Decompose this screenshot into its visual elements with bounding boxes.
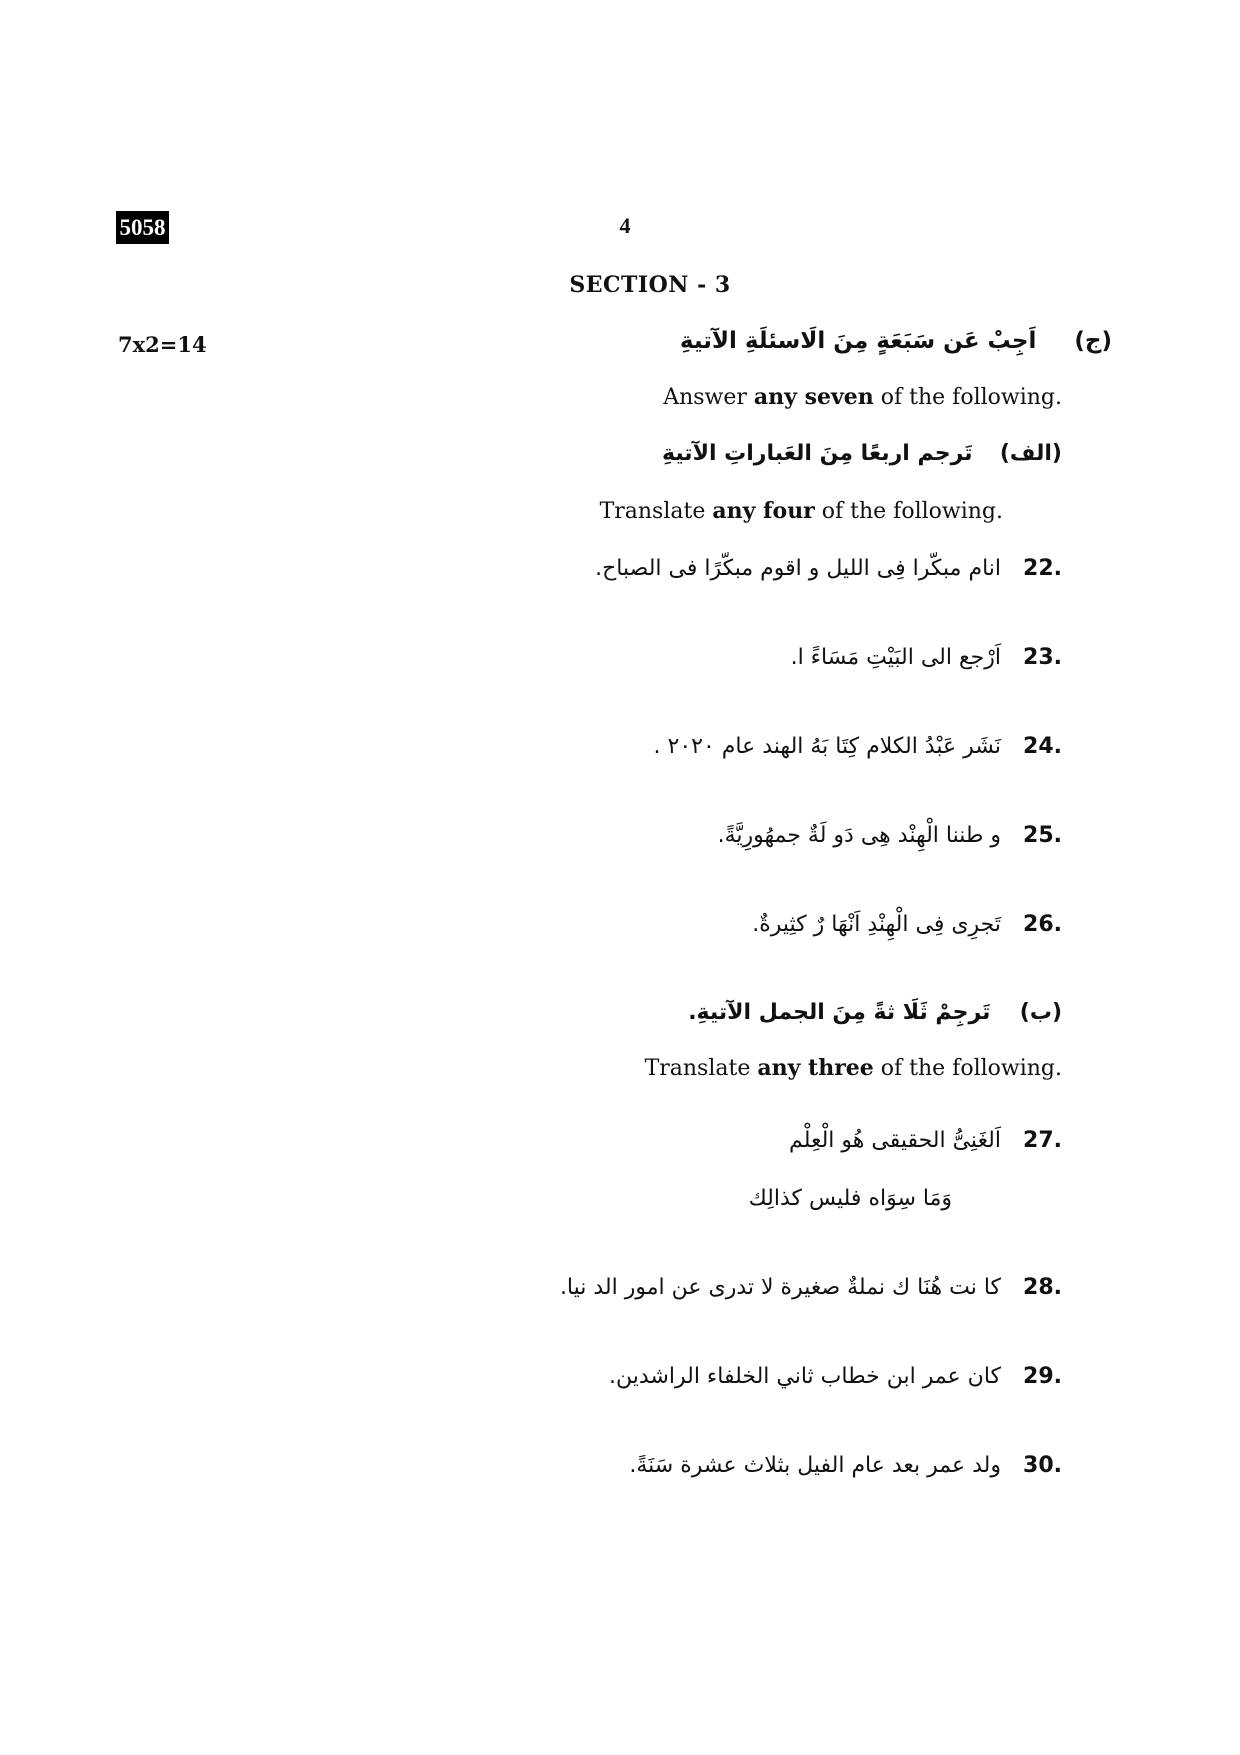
- english-suffix: of the following.: [873, 1056, 1062, 1081]
- question-27: [789, 1128, 1062, 1153]
- english-prefix: Answer: [663, 385, 754, 410]
- question-23: [791, 645, 1062, 670]
- question-text: اَلغَنِیُّ الحقیقی هُو الْعِلْم: [789, 1128, 1002, 1153]
- english-bold: any three: [757, 1055, 874, 1081]
- question-24: [654, 734, 1062, 759]
- question-text: ولد عمر بعد عام الفیل بثلاث عشرة سَنَةً.: [629, 1453, 1002, 1478]
- part-b-arabic-text: تَرجِمْ ثَلَا ثةً مِنَ الجمل الآتيةِ.: [688, 1000, 991, 1025]
- english-suffix: of the following.: [873, 385, 1062, 410]
- question-26: [752, 912, 1062, 937]
- question-number: 26.: [1023, 912, 1062, 937]
- question-number: 28.: [1023, 1275, 1062, 1300]
- question-number: 25.: [1023, 823, 1062, 848]
- question-number: 30.: [1023, 1453, 1062, 1478]
- part-b-instruction: [688, 1000, 1062, 1025]
- page-number: 4: [619, 213, 631, 238]
- main-question-english-instruction: [663, 384, 1062, 410]
- question-number: 24.: [1023, 734, 1062, 759]
- part-b-english-instruction: [645, 1055, 1062, 1081]
- paper-code-badge: 5058: [116, 211, 169, 244]
- part-a-english-instruction: [600, 498, 1003, 524]
- section-title: SECTION - 3: [569, 272, 731, 298]
- part-a-arabic-text: تَرجم اربعًا مِنَ العَباراتِ الآتيةِ: [661, 441, 973, 466]
- question-number: 27.: [1023, 1128, 1062, 1153]
- english-suffix: of the following.: [814, 499, 1003, 524]
- question-text: كان عمر ابن خطاب ثاني الخلفاء الراشدين.: [609, 1364, 1002, 1389]
- question-number: 29.: [1023, 1364, 1062, 1389]
- question-25: [718, 823, 1062, 848]
- english-prefix: Translate: [644, 1056, 758, 1081]
- question-text: تَجرِی فِی الْهِنْدِ اَنْهَا رٌ كثِیرةٌ.: [752, 912, 1002, 937]
- main-question-instruction: [680, 328, 1112, 354]
- english-prefix: Translate: [599, 499, 713, 524]
- question-29: [609, 1364, 1062, 1389]
- question-text: نَشَر عَبْدُ الكلام كِتَا بَهُ الهند عام ۲۰۲۰ .: [653, 734, 1002, 759]
- english-bold: any four: [712, 498, 815, 524]
- question-text: و طننا الْهِنْد هِی دَو لَةٌ جمهُورِیَّةً.: [717, 823, 1002, 848]
- main-question-label: (ج): [1074, 328, 1112, 354]
- english-bold: any seven: [753, 384, 874, 410]
- question-28: [560, 1275, 1062, 1300]
- part-b-label: (ب): [1019, 1000, 1062, 1025]
- marks-allocation: 7x2=14: [118, 332, 207, 357]
- question-30: [629, 1453, 1062, 1478]
- question-number: 23.: [1023, 645, 1062, 670]
- question-22: [595, 556, 1062, 581]
- part-a-instruction: [662, 441, 1062, 466]
- question-27-continuation: وَمَا سِوَاه فلیس كذالِك: [748, 1186, 952, 1211]
- part-a-label: (الف): [999, 441, 1062, 466]
- question-number: 22.: [1023, 556, 1062, 581]
- question-text: انام مبكّرا فِی اللیل و اقوم مبكّرًا فی الصباح.: [595, 556, 1002, 581]
- question-text: اَرْجع الی البَیْتِ مَسَاءً ا.: [790, 645, 1002, 670]
- main-question-arabic-text: اَجِبْ عَن سَبَعَةٍ مِنَ الَاسئلَةِ الآتيةِ: [679, 328, 1037, 354]
- question-text: كا نت هُنَا ك نملةٌ صغیرة لا تدری عن امور الد نیا.: [559, 1275, 1002, 1300]
